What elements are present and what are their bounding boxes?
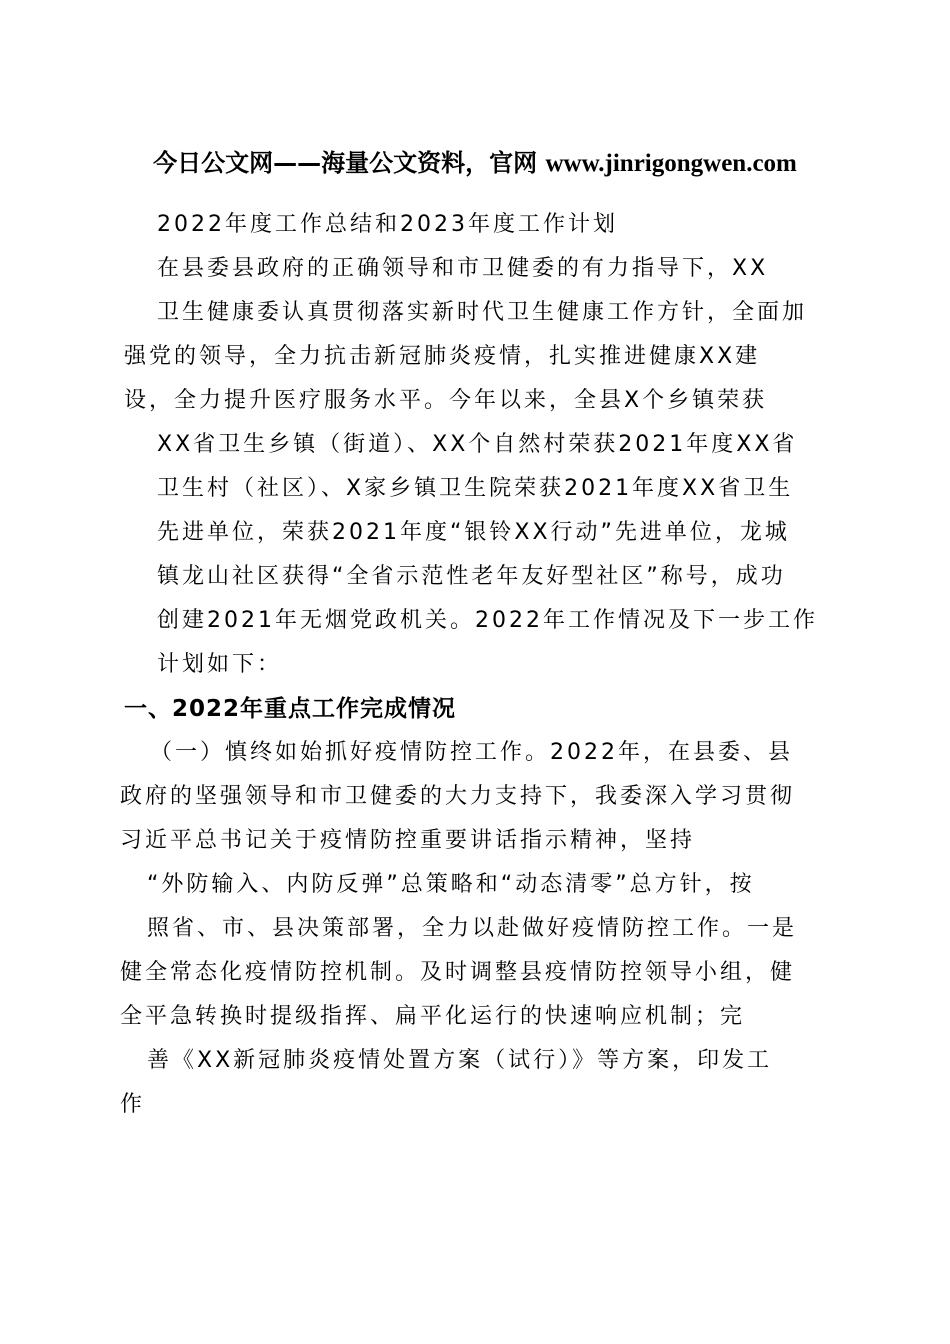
paragraph-line: 计划如下： [157,652,283,677]
paragraph-line: 习近平总书记关于疫情防控重要讲话指示精神，坚持 [120,828,696,853]
paragraph-line: 在县委县政府的正确领导和市卫健委的有力指导下，XX [157,256,769,281]
header-url: www.jinrigongwen.com [545,150,797,177]
section-heading: 一、2022年重点工作完成情况 [124,696,457,722]
paragraph-line: 强党的领导，全力抗击新冠肺炎疫情，扎实推进健康XX建 [124,344,761,369]
header-text: 今日公文网——海量公文资料，官网 [153,149,546,177]
document-title: 2022年度工作总结和2023年度工作计划 [157,212,618,237]
site-header-banner [0,146,950,181]
paragraph-line: （一）慎终如始抓好疫情防控工作。2022年，在县委、县 [150,740,793,765]
paragraph-line: 卫生健康委认真贯彻落实新时代卫生健康工作方针，全面加 [157,300,808,325]
paragraph-line: 镇龙山社区获得“全省示范性老年友好型社区”称号，成功 [157,564,786,589]
paragraph-line: 卫生村（社区）、X家乡镇卫生院荣获2021年度XX省卫生 [157,476,794,501]
paragraph-line: 政府的坚强领导和市卫健委的大力支持下，我委深入学习贯彻 [120,784,796,809]
paragraph-line: “外防输入、内防反弹”总策略和“动态清零”总方针，按 [147,872,755,897]
paragraph-line: 设，全力提升医疗服务水平。今年以来，全县X个乡镇荣获 [124,388,768,413]
paragraph-line: 照省、市、县决策部署，全力以赴做好疫情防控工作。一是 [147,916,798,941]
paragraph-line: 全平急转换时提级指挥、扁平化运行的快速响应机制；完 [120,1004,746,1029]
paragraph-line: 作 [120,1092,146,1117]
paragraph-line: XX省卫生乡镇（街道）、XX个自然村荣获2021年度XX省 [157,432,798,457]
paragraph-line: 先进单位，荣获2021年度“银铃XX行动”先进单位，龙城 [157,520,790,545]
paragraph-line: 健全常态化疫情防控机制。及时调整县疫情防控领导小组，健 [120,960,796,985]
paragraph-line: 创建2021年无烟党政机关。2022年工作情况及下一步工作 [157,608,818,633]
paragraph-line: 善《XX新冠肺炎疫情处置方案（试行）》等方案，印发工 [147,1048,773,1073]
